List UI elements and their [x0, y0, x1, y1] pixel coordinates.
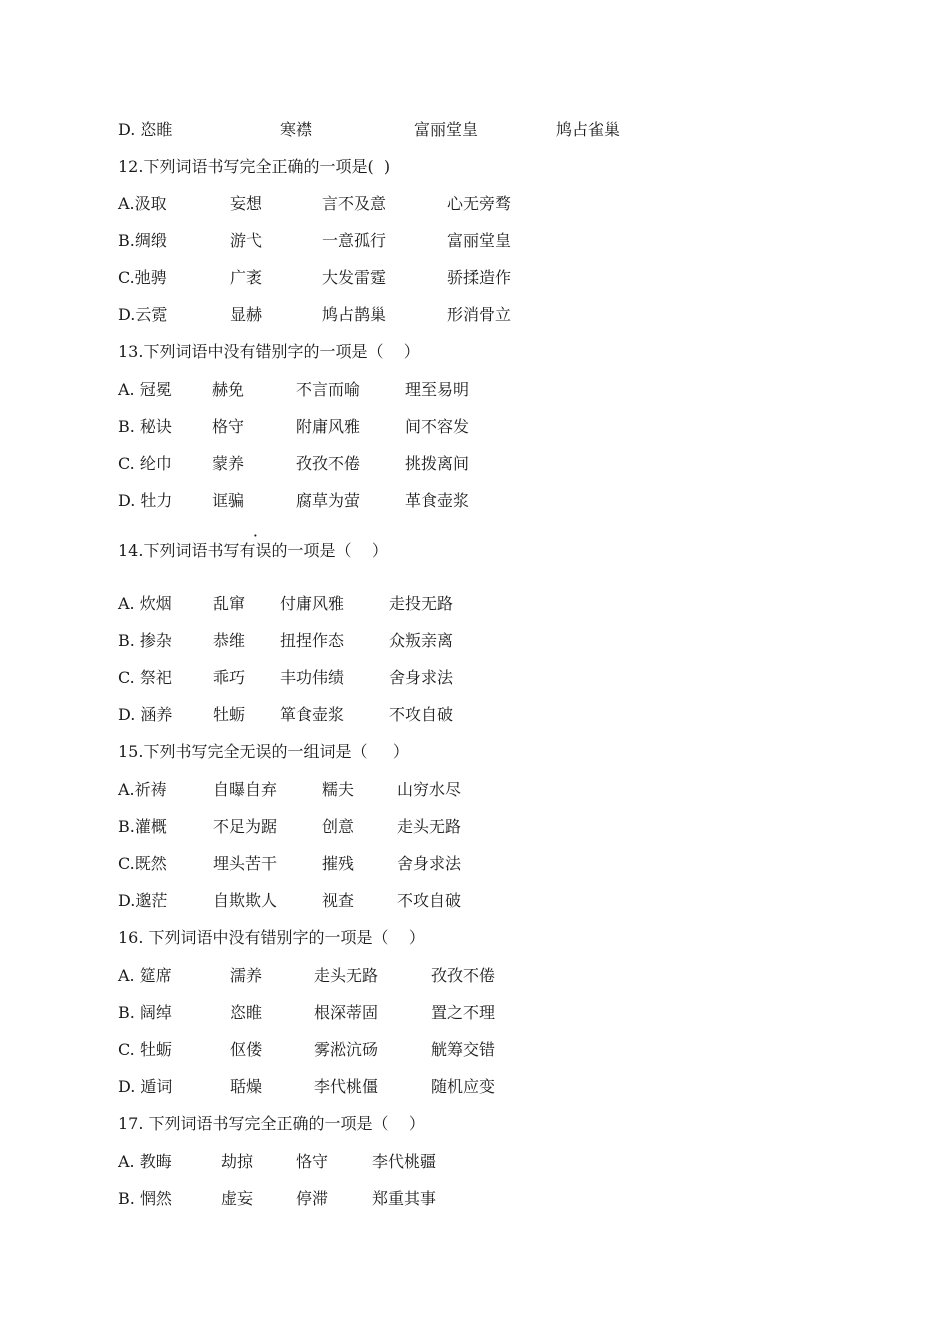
option-word: 付庸风雅 [280, 594, 345, 613]
option-word: 停滞 [296, 1189, 329, 1208]
option-word: 舍身求法 [397, 854, 462, 873]
option-word: 箪食壶浆 [280, 705, 345, 724]
option-word: 赫免 [212, 380, 245, 399]
option-word: 富丽堂皇 [414, 120, 479, 139]
question-text: 16. 下列词语中没有错别字的一项是（ ） [118, 928, 425, 947]
option-text: A. 教晦 [118, 1152, 172, 1171]
option-text: A.祈祷 [118, 780, 167, 799]
option-word: 恪守 [296, 1152, 329, 1171]
option-text: B. 阔绰 [118, 1003, 172, 1022]
option-text: C.弛骋 [118, 268, 167, 287]
option-word: 附庸风雅 [296, 417, 361, 436]
option-word: 大发雷霆 [322, 268, 387, 287]
question-text [118, 540, 388, 562]
option-word: 山穷水尽 [397, 780, 462, 799]
option-text: D. 遁词 [118, 1077, 173, 1096]
option-text: D. 恣睢 [118, 120, 173, 139]
option-word: 鸠占雀巢 [556, 120, 621, 139]
option-word: 骄揉造作 [447, 268, 512, 287]
option-word: 形消骨立 [447, 305, 512, 324]
option-word: 间不容发 [405, 417, 470, 436]
option-word: 自欺欺人 [213, 891, 278, 910]
option-word: 寒襟 [280, 120, 313, 139]
option-word: 恣睢 [230, 1003, 263, 1022]
option-word: 显赫 [230, 305, 263, 324]
option-word: 置之不理 [431, 1003, 496, 1022]
option-text: C. 牡蛎 [118, 1040, 172, 1059]
option-word: 鸠占鹊巢 [322, 305, 387, 324]
option-word: 濡养 [230, 966, 263, 985]
option-word: 不攻自破 [389, 705, 454, 724]
option-word: 李代桃疆 [372, 1152, 437, 1171]
option-text: B. 掺杂 [118, 631, 172, 650]
question-text: 15.下列书写完全无误的一组词是（ ） [118, 742, 409, 761]
option-word: 乖巧 [213, 668, 246, 687]
option-word: 众叛亲离 [389, 631, 454, 650]
option-text: B.绸缎 [118, 231, 167, 250]
option-word: 走投无路 [389, 594, 454, 613]
option-word: 乱窜 [213, 594, 246, 613]
option-word: 格守 [212, 417, 245, 436]
option-word: 不足为踞 [213, 817, 278, 836]
option-word: 广袤 [230, 268, 263, 287]
option-word: 李代桃僵 [314, 1077, 379, 1096]
option-word: 劫掠 [221, 1152, 254, 1171]
option-word: 走头无路 [314, 966, 379, 985]
option-word: 理至易明 [405, 380, 470, 399]
option-text: B. 惘然 [118, 1189, 172, 1208]
option-text: C.既然 [118, 854, 167, 873]
option-text: B. 秘诀 [118, 417, 172, 436]
option-word: 觥筹交错 [431, 1040, 496, 1059]
option-word: 虚妄 [221, 1189, 254, 1208]
option-word: 游弋 [230, 231, 263, 250]
option-word: 糯夫 [322, 780, 355, 799]
question-text-part: 的一项是（ ） [271, 541, 388, 560]
option-word: 自曝自弃 [213, 780, 278, 799]
option-word: 革食壶浆 [405, 491, 470, 510]
option-text: D.云霓 [118, 305, 168, 324]
option-word: 根深蒂固 [314, 1003, 379, 1022]
option-word: 舍身求法 [389, 668, 454, 687]
option-word: 一意孤行 [322, 231, 387, 250]
option-word: 扭捏作态 [280, 631, 345, 650]
question-text: 17. 下列词语书写完全正确的一项是（ ） [118, 1114, 425, 1133]
question-text: 12.下列词语书写完全正确的一项是( ) [118, 157, 391, 176]
question-text-part: 14.下列词语书写 [118, 541, 240, 560]
option-word: 郑重其事 [372, 1189, 437, 1208]
question-text: 13.下列词语中没有错别字的一项是（ ） [118, 342, 420, 361]
option-word: 不攻自破 [397, 891, 462, 910]
option-word: 随机应变 [431, 1077, 496, 1096]
option-text: A.汲取 [118, 194, 167, 213]
option-text: A. 筵席 [118, 966, 172, 985]
option-text: A. 冠冕 [118, 380, 172, 399]
option-word: 心无旁骛 [447, 194, 512, 213]
option-text: D. 牡力 [118, 491, 173, 510]
option-word: 不言而喻 [296, 380, 361, 399]
option-text: C. 纶巾 [118, 454, 172, 473]
option-word: 腐草为萤 [296, 491, 361, 510]
option-word: 诓骗 [212, 491, 245, 510]
option-word: 创意 [322, 817, 355, 836]
option-text: B.灌概 [118, 817, 167, 836]
option-word: 言不及意 [322, 194, 387, 213]
option-word: 走头无路 [397, 817, 462, 836]
option-word: 聒燥 [230, 1077, 263, 1096]
option-word: 孜孜不倦 [296, 454, 361, 473]
option-text: D.邈茫 [118, 891, 168, 910]
option-text: C. 祭祀 [118, 668, 172, 687]
option-word: 孜孜不倦 [431, 966, 496, 985]
option-word: 伛偻 [230, 1040, 263, 1059]
option-word: 蒙养 [212, 454, 245, 473]
option-text: D. 涵养 [118, 705, 173, 724]
option-word: 摧残 [322, 854, 355, 873]
emphasized-word: 有误 [239, 541, 272, 560]
option-word: 恭维 [213, 631, 246, 650]
option-text: A. 炊烟 [118, 594, 172, 613]
option-word: 妄想 [230, 194, 263, 213]
option-word: 牡蛎 [213, 705, 246, 724]
option-word: 挑拨离间 [405, 454, 470, 473]
option-word: 雾淞沆砀 [314, 1040, 379, 1059]
option-word: 视查 [322, 891, 355, 910]
option-word: 富丽堂皇 [447, 231, 512, 250]
option-word: 埋头苦干 [213, 854, 278, 873]
option-word: 丰功伟绩 [280, 668, 345, 687]
